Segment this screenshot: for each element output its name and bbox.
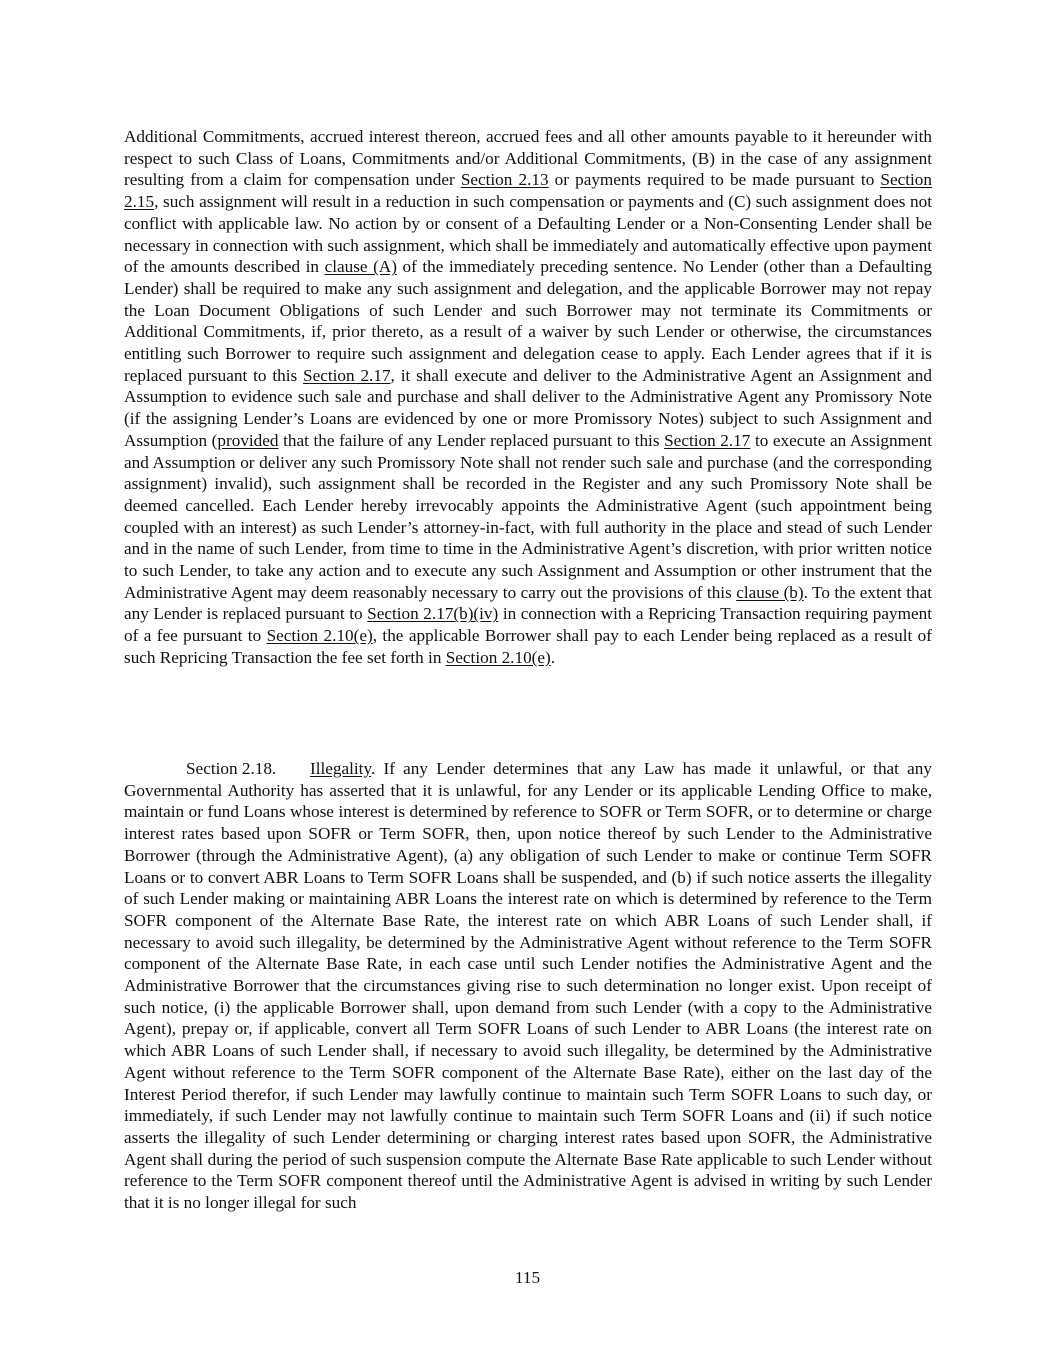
text-run: Additional Commitments, accrued interest thereon, accrued fees and all other amounts payable to it hereunder with respect to such Class of Loans, Commitments and/or Additional Commitments, (B) in the case of any assignment resulting from a claim for compensation under (124, 127, 932, 190)
text-run: , such assignment will result in a reduction in such compensation or payments and (C) such assignment does not conflict with applicable law. No action by or consent of a Defaulting Lender or a Non-Consenting Lender shall be necessary in connection with such assignment, which shall be immediately and automatically effective upon payment of the amounts described in (124, 192, 932, 277)
section-heading: Illegality (310, 759, 371, 778)
section-reference-2-10-e: Section 2.10(e) (445, 647, 551, 667)
text-run: of the immediately preceding sentence. No Lender (other than a Defaulting Lender) shall be required to make any such assignment and delegation, and the applicable Borrower may not repay the Loan Document Obligations of such Lender and such Borrower may not terminate its Commitments or Additional Commitments, if, prior thereto, as a result of a waiver by such Lender or otherwise, the circumstances entitling such Borrower to require such assignment and delegation cease to apply. Each Lender agrees that if it is replaced pursuant to this (124, 257, 932, 385)
section-reference-2-10-e: Section 2.10(e) (266, 626, 373, 646)
text-run: , it shall execute and deliver to the Administrative Agent an Assignment and Assumption to evidence such sale and purchase and shall deliver to the Administrative Agent any Promissory Note (if the assigning Lender’s Loans are evidenced by one or more Promissory Notes) subject to such Assignment and Assumption ( (124, 365, 932, 450)
section-reference-2-17: Section 2.17 (664, 430, 751, 450)
section-reference-2-15: Section 2.15 (124, 170, 932, 212)
text-run: . To the extent that any Lender is replaced pursuant to (124, 582, 932, 624)
text-run: in connection with a Repricing Transaction requiring payment of a fee pursuant to (124, 604, 932, 646)
paragraph-assignment-continuation (124, 126, 932, 669)
section-2-18-illegality (124, 758, 932, 1214)
page-number: 115 (514, 1268, 541, 1287)
section-number: Section 2.18. (186, 759, 277, 778)
clause-reference-a: clause (A) (324, 257, 397, 277)
text-run: that the failure of any Lender replaced pursuant to this (278, 430, 665, 450)
section-reference-2-17: Section 2.17 (303, 365, 391, 385)
text-run: to execute an Assignment and Assumption or deliver any such Promissory Note shall not render such sale and purchase (and the corresponding assignment) invalid), such assignment shall be recorded in the Register and any such Promissory Note shall be deemed cancelled. Each Lender hereby irrevocably appoints the Administrative Agent (such appointment being coupled with an interest) as such Lender’s attorney-in-fact, with full authority in the place and stead of such Lender and in the name of such Lender, from time to time in the Administrative Agent’s discretion, with prior written notice to such Lender, to take any action and to execute any such Assignment and Assumption or other instrument that the Administrative Agent may deem reasonably necessary to carry out the provisions of this (124, 430, 932, 602)
provided-term: provided (217, 430, 279, 450)
section-body: . If any Lender determines that any Law has made it unlawful, or that any Governmental Authority has asserted that it is unlawful, for any Lender or its applicable Lending Office to make, maintain or fund Loans whose interest is determined by reference to SOFR or Term SOFR, or to determine or charge interest rates based upon SOFR or Term SOFR, then, upon notice thereof by such Lender to the Administrative Borrower (through the Administrative Agent), (a) any obligation of such Lender to make or continue Term SOFR Loans or to convert ABR Loans to Term SOFR Loans shall be suspended, and (b) if such notice asserts the illegality of such Lender making or maintaining ABR Loans the interest rate on which is determined by reference to the Term SOFR component of the Alternate Base Rate, the interest rate on which ABR Loans of such Lender shall, if necessary to avoid such illegality, be determined by the Administrative Agent without reference to the Term SOFR component of the Alternate Base Rate, in each case until such Lender notifies the Administrative Agent and the Administrative Borrower that the circumstances giving rise to such determination no longer exist. Upon receipt of such notice, (i) the applicable Borrower shall, upon demand from such Lender (with a copy to the Administrative Agent), prepay or, if applicable, convert all Term SOFR Loans of such Lender to ABR Loans (the interest rate on which ABR Loans of such Lender shall, if necessary to avoid such illegality, be determined by the Administrative Agent without reference to the Term SOFR component of the Alternate Base Rate), either on the last day of the Interest Period therefor, if such Lender may lawfully continue to maintain such Term SOFR Loans to such day, or immediately, if such Lender may not lawfully continue to maintain such Term SOFR Loans and (ii) if such notice asserts the illegality of such Lender determining or charging interest rates based upon SOFR, the Administrative Agent shall during the period of such suspension compute the Alternate Base Rate applicable to such Lender without reference to the Term SOFR component thereof until the Administrative Agent is advised in writing by such Lender that it is no longer illegal for such (124, 759, 932, 1213)
text-run: . (550, 647, 556, 667)
section-reference-2-17-b-iv: Section 2.17(b)(iv) (367, 604, 499, 624)
text-run: , the applicable Borrower shall pay to each Lender being replaced as a result of such Repricing Transaction the fee set forth in (124, 626, 932, 667)
text-run: or payments required to be made pursuant to (548, 170, 881, 190)
clause-reference-b: clause (b) (736, 582, 804, 602)
section-reference-2-13: Section 2.13 (460, 170, 549, 190)
